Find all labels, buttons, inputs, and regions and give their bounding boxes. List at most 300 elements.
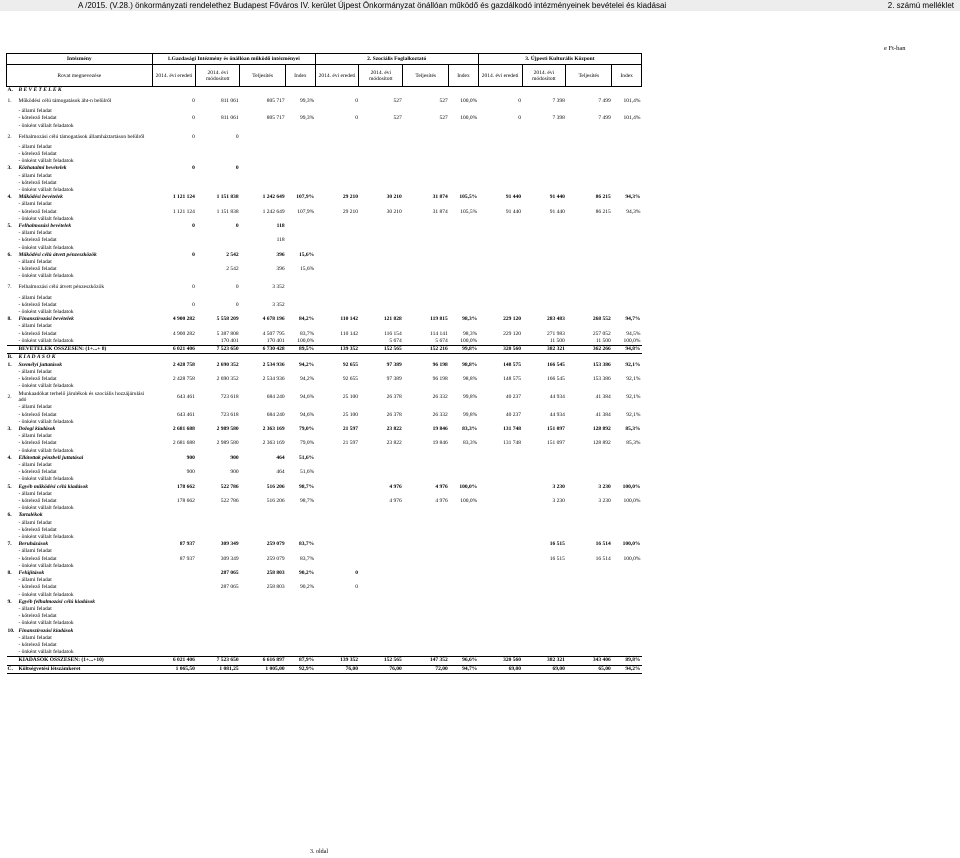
cell-value: 4 976 [435, 483, 448, 490]
cell-value [152, 628, 196, 635]
row-label: - kötelező feladat [18, 526, 57, 533]
cell-value [478, 130, 522, 144]
cell-value: 3 230 [552, 497, 565, 504]
cell-value [478, 584, 522, 591]
unit-label: e Ft-ban [884, 45, 906, 52]
cell-value [522, 309, 566, 316]
cell-value [196, 613, 240, 620]
cell-value [152, 338, 196, 346]
table-subrow [7, 491, 642, 498]
cell-value [403, 201, 449, 208]
cell-value [359, 419, 403, 426]
cell-value [359, 613, 403, 620]
cell-value: 98,3% [463, 330, 478, 337]
row-code: 3. [7, 165, 12, 172]
table-row [7, 223, 642, 230]
row-label: - kötelező feladat [18, 237, 57, 244]
cell-value [522, 606, 566, 613]
cell-value [449, 512, 479, 519]
row-label: - állami feladat [18, 259, 52, 266]
table-total-row [7, 665, 642, 673]
row-label: Felhalmozási célú támogatások államháztartáson belülről [18, 133, 145, 140]
cell-value [196, 123, 240, 130]
cell-value: 101,4% [623, 115, 641, 122]
column-header: 2014. évi módosított [522, 65, 566, 87]
cell-value [240, 354, 286, 362]
cell-value: 900 [186, 454, 195, 461]
cell-value [566, 577, 612, 584]
cell-value [359, 455, 403, 462]
cell-value: 69,00 [522, 665, 566, 673]
cell-value [449, 302, 479, 309]
cell-value: 6 730 428 [240, 346, 286, 354]
cell-value [286, 158, 316, 165]
cell-value [478, 455, 522, 462]
cell-value [612, 165, 642, 172]
cell-value [359, 201, 403, 208]
cell-value [196, 369, 240, 376]
cell-value: 2 363 169 [262, 425, 285, 432]
cell-value [612, 151, 642, 158]
cell-value [196, 87, 240, 95]
table-subrow [7, 173, 642, 180]
cell-value [522, 613, 566, 620]
cell-value: 3 352 [272, 301, 285, 308]
cell-value [449, 599, 479, 606]
column-header: Teljesítés [240, 65, 286, 87]
table-subrow [7, 323, 642, 330]
cell-value [478, 165, 522, 172]
cell-value [315, 620, 359, 627]
cell-value [612, 534, 642, 541]
cell-value [286, 606, 316, 613]
table-row [7, 455, 642, 462]
cell-value: 684 240 [266, 411, 285, 418]
cell-value [522, 620, 566, 627]
cell-value [286, 404, 316, 411]
cell-value [196, 491, 240, 498]
cell-value [403, 354, 449, 362]
cell-value [478, 541, 522, 548]
row-label: - önként vállalt feladatok [18, 562, 74, 569]
cell-value: 91 440 [505, 208, 522, 215]
row-code [7, 158, 18, 165]
row-code [7, 592, 18, 599]
cell-value [612, 273, 642, 280]
cell-value: 98,7% [299, 483, 315, 490]
cell-value [403, 151, 449, 158]
cell-value [196, 649, 240, 657]
column-header: Index [449, 65, 479, 87]
cell-value: 811 061 [220, 115, 239, 122]
cell-value [403, 628, 449, 635]
row-label: Beruházások [18, 541, 49, 548]
cell-value: 396 [276, 266, 285, 273]
table-subrow [7, 469, 642, 476]
cell-value [286, 599, 316, 606]
cell-value [315, 201, 359, 208]
row-code [7, 584, 18, 591]
row-label: Közhatalmi bevételek [18, 165, 67, 172]
cell-value [522, 592, 566, 599]
cell-value [403, 295, 449, 302]
cell-value: 362 266 [566, 346, 612, 354]
cell-value [566, 462, 612, 469]
row-code [7, 323, 18, 330]
cell-value [478, 491, 522, 498]
cell-value [449, 173, 479, 180]
row-label: - önként vállalt feladatok [18, 273, 74, 280]
cell-value [315, 338, 359, 346]
cell-value [403, 216, 449, 223]
cell-value: 94,6% [299, 411, 315, 418]
cell-value [566, 527, 612, 534]
row-label: Működési bevételek [18, 194, 63, 201]
cell-value [359, 302, 403, 309]
document-header-bar [0, 0, 960, 11]
cell-value [449, 354, 479, 362]
row-code [7, 295, 18, 302]
table-row [7, 512, 642, 519]
cell-value [566, 354, 612, 362]
cell-value: 2 542 [226, 266, 239, 273]
cell-value: 382 321 [522, 346, 566, 354]
row-code [7, 144, 18, 151]
cell-value [315, 180, 359, 187]
cell-value: 259 079 [266, 555, 285, 562]
cell-value: 91 440 [505, 194, 522, 201]
cell-value [286, 230, 316, 237]
cell-value [315, 259, 359, 266]
cell-value: 0 [192, 223, 195, 230]
cell-value [449, 433, 479, 440]
cell-value [315, 354, 359, 362]
cell-value [286, 151, 316, 158]
table-row [7, 426, 642, 433]
cell-value [449, 108, 479, 115]
cell-value: 516 206 [266, 483, 285, 490]
cell-value [566, 223, 612, 230]
cell-value [152, 187, 196, 194]
table-subrow [7, 338, 642, 346]
cell-value [359, 259, 403, 266]
cell-value [152, 173, 196, 180]
cell-value [359, 628, 403, 635]
cell-value [566, 130, 612, 144]
cell-value [152, 448, 196, 455]
cell-value [152, 635, 196, 642]
cell-value: 79,0% [299, 440, 315, 447]
cell-value [359, 620, 403, 627]
cell-value [566, 187, 612, 194]
cell-value [315, 484, 359, 491]
cell-value [566, 476, 612, 483]
cell-value: 5 387 808 [216, 330, 239, 337]
cell-value [478, 323, 522, 330]
cell-value: 11 500 [549, 337, 565, 344]
cell-value: 91 440 [549, 194, 565, 201]
cell-value [522, 273, 566, 280]
cell-value [359, 649, 403, 657]
cell-value [612, 419, 642, 426]
cell-value [403, 230, 449, 237]
cell-value [286, 295, 316, 302]
cell-value: 30 210 [386, 208, 402, 215]
cell-value [152, 158, 196, 165]
cell-value [566, 433, 612, 440]
cell-value [566, 383, 612, 390]
cell-value [315, 642, 359, 649]
table-subrow [7, 556, 642, 563]
cell-value [359, 173, 403, 180]
cell-value [522, 527, 566, 534]
cell-value [449, 613, 479, 620]
row-label: - önként vállalt feladatok [18, 215, 74, 222]
cell-value [478, 266, 522, 273]
cell-value [359, 534, 403, 541]
cell-value [286, 642, 316, 649]
row-label: - kötelező feladat [18, 613, 57, 620]
cell-value [152, 323, 196, 330]
cell-value: 44 934 [549, 394, 565, 401]
cell-value: 153 386 [592, 375, 611, 382]
cell-value: 29 210 [342, 194, 358, 201]
cell-value [612, 462, 642, 469]
cell-value: 1 065,50 [152, 665, 196, 673]
cell-value: 98,3% [462, 316, 478, 323]
row-label: Felhalmozási célú átvett pénzeszközök [18, 284, 105, 291]
cell-value [449, 151, 479, 158]
row-code [7, 273, 18, 280]
cell-value [240, 599, 286, 606]
row-label: - önként vállalt feladatok [18, 418, 74, 425]
cell-value [315, 534, 359, 541]
row-label: - állami feladat [18, 108, 52, 115]
cell-value [315, 123, 359, 130]
table-subrow [7, 412, 642, 419]
row-label: Ellátottak pénzbeli juttatásai [18, 454, 84, 461]
cell-value [449, 520, 479, 527]
row-code [7, 534, 18, 541]
cell-value [612, 592, 642, 599]
cell-value [403, 635, 449, 642]
cell-value [612, 237, 642, 244]
table-row [7, 130, 642, 144]
cell-value: 6 021 406 [152, 657, 196, 665]
cell-value: 99,3% [299, 97, 315, 104]
cell-value [196, 180, 240, 187]
cell-value: 522 786 [220, 497, 239, 504]
cell-value: 396 [276, 251, 285, 258]
cell-value: 92,1% [625, 361, 641, 368]
cell-value [286, 383, 316, 390]
table-subrow [7, 216, 642, 223]
table-subrow [7, 440, 642, 447]
row-label: Egyéb működési célú kiadások [18, 483, 88, 490]
cell-value [315, 556, 359, 563]
cell-value [478, 201, 522, 208]
cell-value: 31 874 [432, 194, 448, 201]
row-code [7, 498, 18, 505]
cell-value: 811 061 [220, 97, 239, 104]
cell-value [152, 245, 196, 252]
cell-value [240, 123, 286, 130]
cell-value [315, 273, 359, 280]
cell-value: 83,7% [299, 330, 315, 337]
cell-value [478, 563, 522, 570]
cell-value [478, 338, 522, 346]
cell-value: 5 674 [435, 337, 448, 344]
cell-value: 94,2% [612, 665, 642, 673]
cell-value [612, 216, 642, 223]
cell-value [566, 309, 612, 316]
cell-value: 152 565 [359, 346, 403, 354]
cell-value [566, 448, 612, 455]
column-header: Teljesítés [566, 65, 612, 87]
cell-value [522, 520, 566, 527]
cell-value [196, 512, 240, 519]
row-code: 2. [7, 394, 12, 401]
cell-value [286, 635, 316, 642]
cell-value [240, 433, 286, 440]
cell-value: 2 690 352 [216, 375, 239, 382]
cell-value [566, 295, 612, 302]
cell-value [152, 273, 196, 280]
cell-value [449, 476, 479, 483]
cell-value: 2 534 936 [262, 375, 285, 382]
cell-value [522, 130, 566, 144]
cell-value: 121 828 [383, 316, 402, 323]
cell-value [240, 563, 286, 570]
row-label: - kötelező feladat [18, 179, 57, 186]
row-label: - kötelező feladat [18, 330, 57, 337]
cell-value: 3 352 [272, 284, 285, 291]
table-row [7, 570, 642, 577]
cell-value [315, 237, 359, 244]
cell-value [359, 87, 403, 95]
cell-value [359, 223, 403, 230]
cell-value [449, 266, 479, 273]
cell-value [403, 462, 449, 469]
cell-value [286, 491, 316, 498]
cell-value [478, 151, 522, 158]
cell-value: 44 934 [549, 411, 565, 418]
cell-value [566, 216, 612, 223]
header-title: A /2015. (V.28.) önkormányzati rendelethez Budapest Főváros IV. kerület Újpest Önkormányzat önállóan működő és gazdálkodó intézményeinek bevételei és kiadásai [78, 1, 667, 10]
cell-value [315, 599, 359, 606]
cell-value [240, 642, 286, 649]
cell-value [286, 223, 316, 230]
cell-value [522, 476, 566, 483]
cell-value: 23 822 [386, 440, 402, 447]
cell-value [286, 592, 316, 599]
row-label: - kötelező feladat [18, 497, 57, 504]
row-code [7, 369, 18, 376]
cell-value [566, 266, 612, 273]
cell-value [403, 491, 449, 498]
cell-value [478, 592, 522, 599]
cell-value [315, 433, 359, 440]
cell-value [612, 223, 642, 230]
cell-value [152, 216, 196, 223]
cell-value [315, 230, 359, 237]
cell-value [240, 613, 286, 620]
cell-value [478, 259, 522, 266]
row-code [7, 108, 18, 115]
cell-value: 107,9% [297, 208, 315, 215]
cell-value [478, 642, 522, 649]
cell-value [522, 534, 566, 541]
cell-value: 100,0% [622, 541, 641, 548]
table-subrow [7, 331, 642, 338]
cell-value: 1 081,25 [196, 665, 240, 673]
cell-value [522, 404, 566, 411]
cell-value [522, 354, 566, 362]
cell-value: 527 [393, 97, 402, 104]
cell-value [152, 108, 196, 115]
cell-value: 151 097 [546, 425, 565, 432]
cell-value [315, 158, 359, 165]
cell-value: 94,7% [449, 665, 479, 673]
cell-value: 114 141 [430, 330, 448, 337]
cell-value [478, 498, 522, 505]
cell-value [522, 216, 566, 223]
cell-value [478, 570, 522, 577]
cell-value [286, 108, 316, 115]
cell-value [152, 419, 196, 426]
cell-value [240, 259, 286, 266]
cell-value: 40 237 [505, 394, 522, 401]
cell-value: 0 [192, 133, 195, 140]
row-code [7, 302, 18, 309]
cell-value [612, 642, 642, 649]
cell-value: 258 803 [266, 584, 285, 591]
cell-value: 83,7% [299, 555, 315, 562]
cell-value: 29 210 [342, 208, 358, 215]
cell-value: 170 401 [266, 337, 285, 344]
cell-value [403, 512, 449, 519]
cell-value [359, 505, 403, 512]
row-label: - állami feladat [18, 143, 52, 150]
cell-value [566, 628, 612, 635]
table-subrow [7, 376, 642, 383]
cell-value: 287 065 [220, 584, 239, 591]
row-label: - önként vállalt feladatok [18, 337, 74, 344]
cell-value: 65,00 [566, 665, 612, 673]
row-code: 5. [7, 223, 12, 230]
cell-value [403, 505, 449, 512]
row-label: - állami feladat [18, 230, 52, 237]
row-code [7, 346, 18, 354]
cell-value [478, 383, 522, 390]
cell-value [449, 273, 479, 280]
institution-3: 3. Újpesti Kulturális Központ [478, 54, 641, 65]
cell-value [478, 237, 522, 244]
cell-value [403, 281, 449, 295]
cell-value [478, 476, 522, 483]
row-label: Egyéb felhalmozási célú kiadások [18, 598, 95, 605]
cell-value [612, 201, 642, 208]
cell-value [359, 541, 403, 548]
table-subrow [7, 158, 642, 165]
cell-value [403, 245, 449, 252]
table-subrow [7, 209, 642, 216]
cell-value [612, 469, 642, 476]
cell-value: 118 [276, 237, 285, 244]
cell-value: 99,8% [463, 394, 478, 401]
cell-value [240, 527, 286, 534]
cell-value: 40 237 [505, 411, 522, 418]
